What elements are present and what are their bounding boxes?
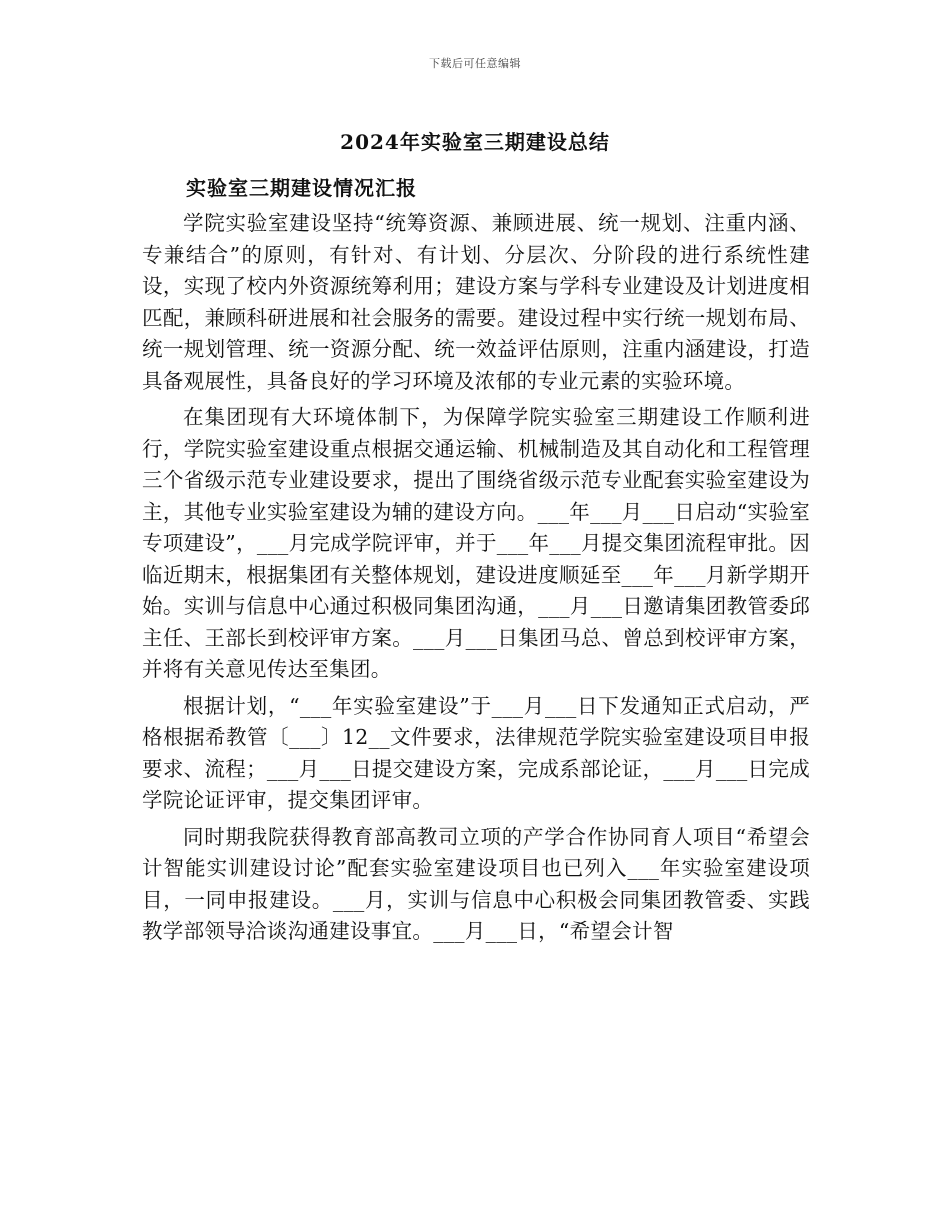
paragraph-2: 在集团现有大环境体制下，为保障学院实验室三期建设工作顺利进行，学院实验室建设重点根据交通运输、机械制造及其自动化和工程管理三个省级示范专业建设要求，提出了围绕省级示范专业配套实验室建设为主，其他专业实验室建设为辅的建设方向。___年___月___日启动“实验室专项建设”，___月完成学院评审，并于___年___月提交集团流程审批。因临近期末，根据集团有关整体规划，建设进度顺延至___年___月新学期开始。实训与信息中心通过积极同集团沟通，___月___日邀请集团教管委邱主任、王部长到校评审方案。___月___日集团马总、曾总到校评审方案，并将有关意见传达至集团。 — [142, 405, 810, 681]
paragraph-4: 同时期我院获得教育部高教司立项的产学合作协同育人项目“希望会计智能实训建设讨论”配套实验室建设项目也已列入___年实验室建设项目，一同申报建设。___月，实训与信息中心积极会同集团教管委、实践教学部领导洽谈沟通建设事宜。___月___日，“希望会计智 — [142, 824, 810, 943]
page-header-note: 下载后可任意编辑 — [429, 57, 521, 70]
paragraph-3: 根据计划，“___年实验室建设”于___月___日下发通知正式启动，严格根据希教管〔___〕12__文件要求，法律规范学院实验室建设项目申报要求、流程；___月___日提交建设方案，完成系部论证，___月___日完成学院论证评审，提交集团评审。 — [142, 693, 810, 812]
document-body — [142, 208, 810, 953]
document-subtitle: 实验室三期建设情况汇报 — [186, 176, 417, 200]
paragraph-1: 学院实验室建设坚持“统筹资源、兼顾进展、统一规划、注重内涵、专兼结合”的原则，有针对、有计划、分层次、分阶段的进行系统性建设，实现了校内外资源统筹利用；建设方案与学科专业建设及计划进度相匹配，兼顾科研进展和社会服务的需要。建设过程中实行统一规划布局、统一规划管理、统一资源分配、统一效益评估原则，注重内涵建设，打造具备观展性，具备良好的学习环境及浓郁的专业元素的实验环境。 — [142, 211, 810, 393]
document-title: 2024年实验室三期建设总结 — [340, 130, 610, 154]
